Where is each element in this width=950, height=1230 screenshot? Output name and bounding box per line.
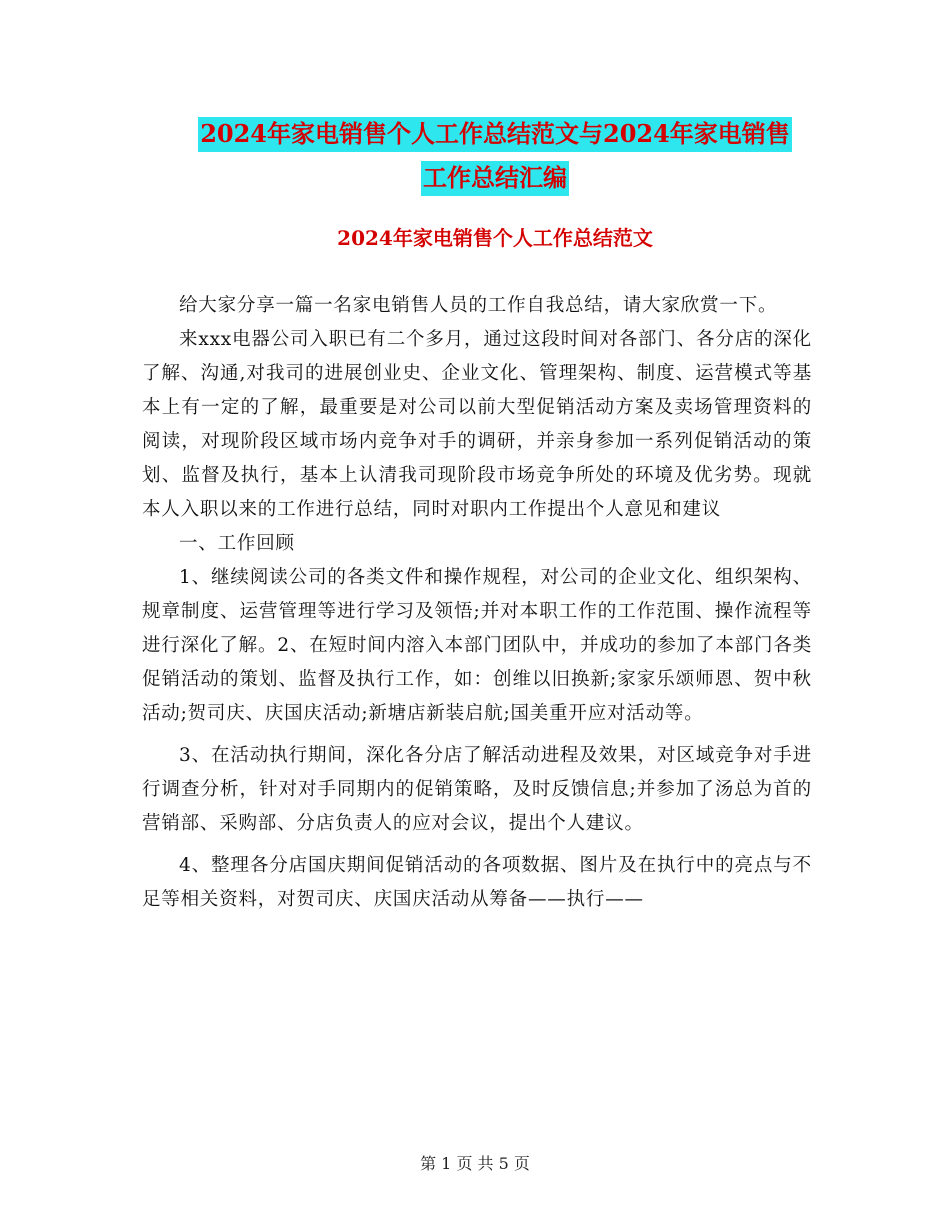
paragraph-background: 来xxx电器公司入职已有二个多月，通过这段时间对各部门、各分店的深化了解、沟通,对我司的进展创业史、企业文化、管理架构、制度、运营模式等基本上有一定的了解，最重要是对公司以前大型促销活动方案及卖场管理资料的阅读，对现阶段区域市场内竞争对手的调研，并亲身参加一系列促销活动的策划、监督及执行，基本上认清我司现阶段市场竞争所处的环境及优劣势。现就本人入职以来的工作进行总结，同时对职内工作提出个人意见和建议 bbox=[142, 329, 812, 520]
document-title bbox=[140, 112, 850, 200]
section-heading-work-review: 一、工作回顾 bbox=[179, 533, 295, 554]
paragraph-item-3: 3、在活动执行期间，深化各分店了解活动进程及效果，对区域竞争对手进行调查分析，针对对手同期内的促销策略，及时反馈信息;并参加了汤总为首的营销部、采购部、分店负责人的应对会议，提出个人建议。 bbox=[142, 745, 812, 834]
paragraph-item-4: 4、整理各分店国庆期间促销活动的各项数据、图片及在执行中的亮点与不足等相关资料，对贺司庆、庆国庆活动从筹备——执行—— bbox=[142, 855, 812, 910]
paragraph-item-1-2: 1、继续阅读公司的各类文件和操作规程，对公司的企业文化、组织架构、规章制度、运营管理等进行学习及领悟;并对本职工作的工作范围、操作流程等进行深化了解。2、在短时间内溶入本部门团队中，并成功的参加了本部门各类促销活动的策划、监督及执行工作，如：创维以旧换新;家家乐颂师恩、贺中秋活动;贺司庆、庆国庆活动;新塘店新装启航;国美重开应对活动等。 bbox=[142, 567, 812, 724]
title-line-1: 2024年家电销售个人工作总结范文与2024年家电销售 bbox=[198, 117, 792, 152]
title-line-2: 工作总结汇编 bbox=[421, 161, 569, 196]
section-subtitle: 2024年家电销售个人工作总结范文 bbox=[337, 226, 653, 250]
document-body bbox=[142, 289, 812, 917]
page-footer: 第 1 页 共 5 页 bbox=[420, 1154, 530, 1173]
paragraph-intro: 给大家分享一篇一名家电销售人员的工作自我总结，请大家欣赏一下。 bbox=[179, 295, 778, 316]
